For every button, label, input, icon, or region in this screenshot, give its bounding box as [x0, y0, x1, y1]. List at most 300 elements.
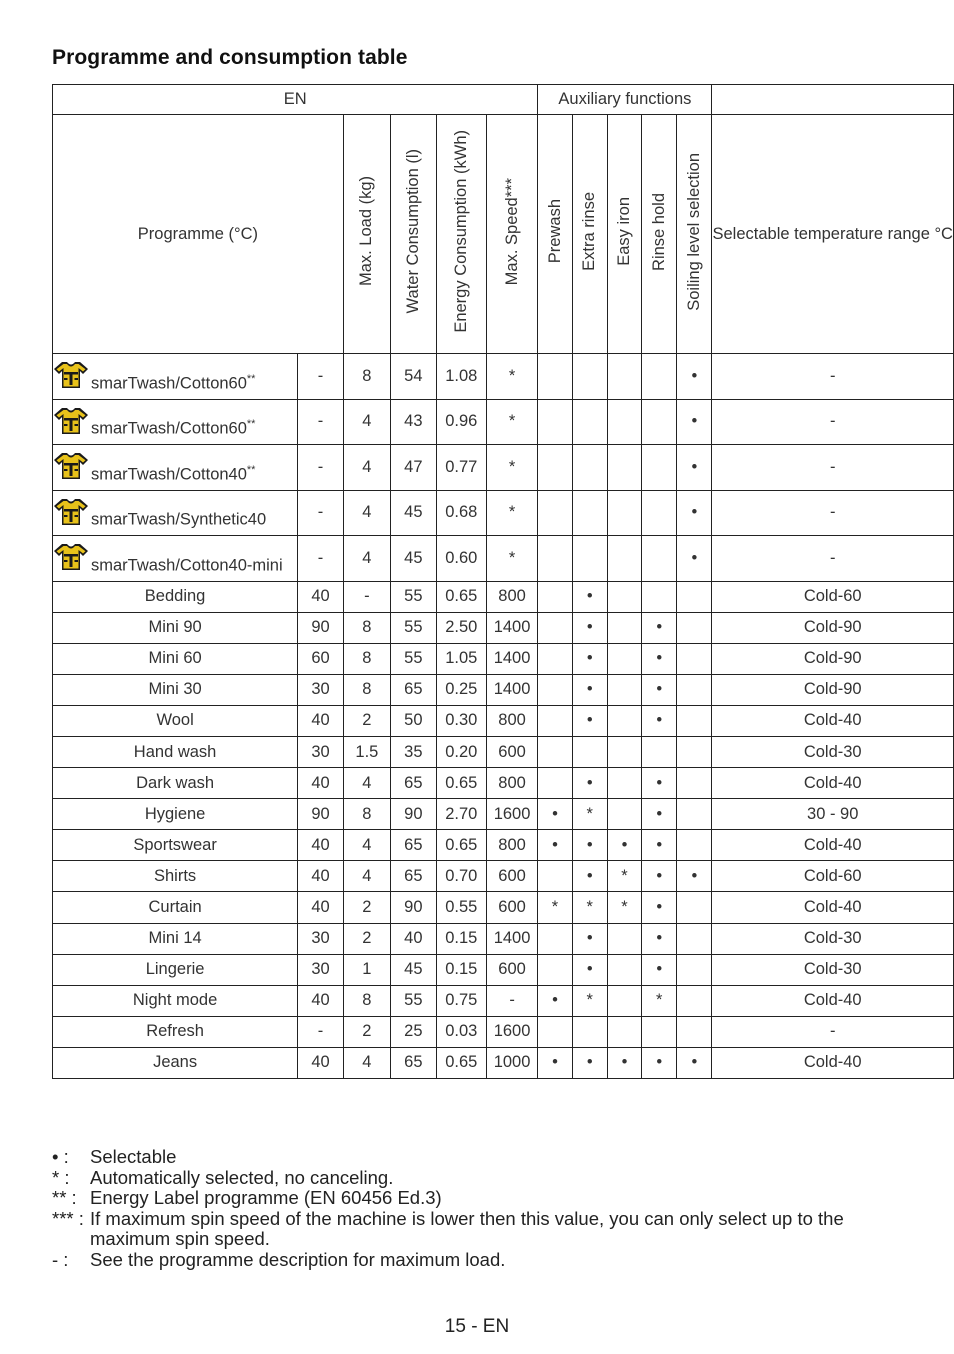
cell-extra-rinse: • — [572, 674, 607, 705]
shirt-icon — [53, 407, 89, 435]
cell-temp-range: - — [712, 536, 954, 582]
legend-symbol: *** : — [52, 1207, 84, 1229]
cell-max-load: 4 — [343, 445, 390, 491]
legend-text: Selectable — [90, 1146, 177, 1167]
cell-rinse-hold — [642, 536, 677, 582]
cell-temp: - — [298, 536, 344, 582]
programme-name: Hand wash — [53, 736, 298, 767]
page-title: Programme and consumption table — [52, 46, 408, 69]
cell-energy: 0.77 — [436, 445, 486, 491]
cell-temp: - — [298, 399, 344, 445]
cell-max-load: 2 — [343, 1016, 390, 1047]
cell-prewash — [538, 736, 572, 767]
cell-extra-rinse: • — [572, 830, 607, 861]
cell-soiling-level — [677, 954, 712, 985]
programme-table — [52, 84, 954, 1079]
cell-easy-iron — [607, 799, 641, 830]
cell-energy: 1.08 — [436, 354, 486, 400]
smart-row — [53, 490, 954, 536]
cell-max-load: 8 — [343, 985, 390, 1016]
cell-max-load: 1 — [343, 954, 390, 985]
table-row — [53, 861, 954, 892]
cell-extra-rinse: • — [572, 643, 607, 674]
cell-max-load: 4 — [343, 1047, 390, 1078]
cell-water: 40 — [390, 923, 436, 954]
cell-prewash — [538, 445, 572, 491]
table-row — [53, 985, 954, 1016]
cell-max-load: 8 — [343, 643, 390, 674]
cell-prewash — [538, 399, 572, 445]
cell-extra-rinse: • — [572, 768, 607, 799]
cell-energy: 0.65 — [436, 830, 486, 861]
programme-name — [91, 373, 255, 394]
programme-name: Dark wash — [53, 768, 298, 799]
programme-name-suffix: ** — [246, 372, 256, 385]
cell-extra-rinse: * — [572, 985, 607, 1016]
cell-max-load: 2 — [343, 705, 390, 736]
programme-name-cell — [53, 354, 298, 400]
cell-soiling-level: • — [677, 399, 712, 445]
cell-soiling-level — [677, 736, 712, 767]
cell-soiling-level — [677, 799, 712, 830]
cell-soiling-level: • — [677, 536, 712, 582]
cell-easy-iron — [607, 736, 641, 767]
programme-name — [91, 418, 255, 439]
cell-max-load: 4 — [343, 399, 390, 445]
cell-energy: 0.96 — [436, 399, 486, 445]
programme-name: Night mode — [53, 985, 298, 1016]
cell-water: 65 — [390, 674, 436, 705]
cell-temp-range: Cold-40 — [712, 705, 954, 736]
legend-text: If maximum spin speed of the machine is lower then this value, you can only select up to the maximum spin speed. — [90, 1207, 844, 1249]
cell-rinse-hold — [642, 354, 677, 400]
cell-temp-range: Cold-30 — [712, 954, 954, 985]
legend-item — [52, 1147, 892, 1168]
cell-max-speed: * — [486, 354, 538, 400]
cell-easy-iron — [607, 768, 641, 799]
programme-name-suffix: ** — [246, 418, 256, 431]
cell-soiling-level: • — [677, 1047, 712, 1078]
cell-max-speed: 800 — [486, 830, 538, 861]
cell-extra-rinse — [572, 1016, 607, 1047]
cell-soiling-level — [677, 581, 712, 612]
cell-energy: 0.75 — [436, 985, 486, 1016]
empty-header-cell — [712, 85, 954, 115]
cell-max-speed: 600 — [486, 892, 538, 923]
cell-temp: 40 — [298, 892, 344, 923]
cell-prewash — [538, 536, 572, 582]
cell-easy-iron — [607, 674, 641, 705]
programme-name: Lingerie — [53, 954, 298, 985]
col-header-energy — [436, 115, 486, 354]
cell-soiling-level — [677, 768, 712, 799]
cell-rinse-hold — [642, 1016, 677, 1047]
programme-name-cell — [53, 399, 298, 445]
col-header-max-load — [343, 115, 390, 354]
col-header-label: Max. Load (kg) — [357, 176, 376, 287]
cell-soiling-level — [677, 923, 712, 954]
legend-text: See the programme description for maximum load. — [90, 1248, 506, 1270]
cell-prewash — [538, 643, 572, 674]
cell-max-speed: 800 — [486, 705, 538, 736]
cell-energy: 0.65 — [436, 1047, 486, 1078]
cell-max-speed: 800 — [486, 581, 538, 612]
programme-name — [91, 509, 266, 530]
cell-temp-range: Cold-60 — [712, 861, 954, 892]
col-header-label: Max. Speed*** — [502, 177, 521, 286]
cell-energy: 0.65 — [436, 768, 486, 799]
cell-max-load: 1.5 — [343, 736, 390, 767]
col-header-label: Water Consumption (l) — [403, 149, 422, 314]
cell-energy: 1.05 — [436, 643, 486, 674]
cell-max-speed: 1400 — [486, 643, 538, 674]
cell-temp: 40 — [298, 861, 344, 892]
cell-max-speed: 1400 — [486, 923, 538, 954]
table-row — [53, 923, 954, 954]
legend-text: Energy Label programme (EN 60456 Ed.3) — [90, 1187, 442, 1208]
col-header-max-speed — [486, 115, 538, 354]
cell-max-speed: 600 — [486, 954, 538, 985]
programme-name-text: smarTwash/Synthetic40 — [91, 510, 267, 529]
cell-energy: 0.03 — [436, 1016, 486, 1047]
cell-soiling-level: • — [677, 490, 712, 536]
cell-energy: 0.65 — [436, 581, 486, 612]
cell-prewash — [538, 861, 572, 892]
cell-rinse-hold: • — [642, 954, 677, 985]
cell-prewash — [538, 768, 572, 799]
cell-easy-iron: • — [607, 1047, 641, 1078]
header-row-top — [53, 85, 954, 115]
cell-prewash: • — [538, 830, 572, 861]
cell-max-load: 4 — [343, 830, 390, 861]
cell-easy-iron — [607, 354, 641, 400]
shirt-icon — [53, 361, 89, 389]
cell-extra-rinse: * — [572, 799, 607, 830]
cell-rinse-hold: • — [642, 923, 677, 954]
cell-rinse-hold — [642, 490, 677, 536]
auxiliary-functions-header: Auxiliary functions — [538, 85, 712, 115]
cell-prewash — [538, 1016, 572, 1047]
cell-water: 45 — [390, 954, 436, 985]
cell-max-speed: * — [486, 399, 538, 445]
cell-extra-rinse — [572, 736, 607, 767]
cell-extra-rinse — [572, 354, 607, 400]
cell-soiling-level — [677, 892, 712, 923]
cell-energy: 0.70 — [436, 861, 486, 892]
cell-easy-iron: • — [607, 830, 641, 861]
cell-max-speed: - — [486, 985, 538, 1016]
cell-soiling-level: • — [677, 354, 712, 400]
cell-temp-range: Cold-30 — [712, 736, 954, 767]
table-row — [53, 954, 954, 985]
smart-row — [53, 354, 954, 400]
programme-name: Shirts — [53, 861, 298, 892]
cell-temp: - — [298, 354, 344, 400]
col-header-easy-iron — [607, 115, 641, 354]
cell-easy-iron — [607, 923, 641, 954]
cell-max-load: 4 — [343, 768, 390, 799]
cell-prewash: • — [538, 1047, 572, 1078]
cell-temp: 40 — [298, 705, 344, 736]
col-header-water — [390, 115, 436, 354]
cell-max-load: 4 — [343, 861, 390, 892]
col-header-temp-range: Selectable temperature range °C — [712, 115, 954, 354]
cell-extra-rinse: • — [572, 861, 607, 892]
cell-rinse-hold: • — [642, 768, 677, 799]
cell-temp-range: - — [712, 354, 954, 400]
table-row — [53, 674, 954, 705]
cell-extra-rinse — [572, 490, 607, 536]
cell-water: 45 — [390, 490, 436, 536]
cell-temp-range: - — [712, 445, 954, 491]
cell-easy-iron: * — [607, 892, 641, 923]
col-header-label: Prewash — [545, 199, 564, 264]
table-row — [53, 612, 954, 643]
cell-temp-range: Cold-30 — [712, 923, 954, 954]
programme-header-label: Programme (°C) — [137, 224, 259, 243]
cell-water: 55 — [390, 985, 436, 1016]
shirt-icon — [53, 452, 89, 480]
cell-temp: 40 — [298, 581, 344, 612]
cell-max-speed: 800 — [486, 768, 538, 799]
cell-max-load: 8 — [343, 612, 390, 643]
table-row — [53, 705, 954, 736]
cell-extra-rinse: • — [572, 954, 607, 985]
legend-symbol: ** : — [52, 1187, 77, 1208]
cell-max-speed: 600 — [486, 736, 538, 767]
cell-water: 54 — [390, 354, 436, 400]
cell-rinse-hold: • — [642, 1047, 677, 1078]
cell-max-load: 4 — [343, 490, 390, 536]
cell-rinse-hold: • — [642, 674, 677, 705]
cell-temp-range: Cold-90 — [712, 643, 954, 674]
cell-temp-range: Cold-40 — [712, 1047, 954, 1078]
cell-temp: 60 — [298, 643, 344, 674]
col-header-prewash — [538, 115, 572, 354]
smart-row — [53, 445, 954, 491]
cell-easy-iron — [607, 399, 641, 445]
shirt-icon — [53, 498, 89, 526]
cell-temp-range: Cold-90 — [712, 612, 954, 643]
cell-water: 65 — [390, 830, 436, 861]
table-row — [53, 799, 954, 830]
cell-temp-range: Cold-40 — [712, 768, 954, 799]
cell-easy-iron — [607, 643, 641, 674]
cell-rinse-hold — [642, 581, 677, 612]
programme-name: Curtain — [53, 892, 298, 923]
cell-max-speed: * — [486, 536, 538, 582]
cell-extra-rinse — [572, 399, 607, 445]
cell-rinse-hold: • — [642, 892, 677, 923]
legend — [52, 1147, 892, 1270]
cell-prewash — [538, 954, 572, 985]
cell-temp-range: Cold-40 — [712, 985, 954, 1016]
col-header-label: Energy Consumption (kWh) — [451, 130, 470, 333]
cell-energy: 0.15 — [436, 923, 486, 954]
programme-name-cell — [53, 536, 298, 582]
cell-soiling-level: • — [677, 445, 712, 491]
cell-energy: 0.68 — [436, 490, 486, 536]
table-row — [53, 736, 954, 767]
programme-name: Mini 60 — [53, 643, 298, 674]
cell-temp: 90 — [298, 612, 344, 643]
programme-name — [91, 555, 283, 576]
programme-name-text: smarTwash/Cotton60 — [91, 374, 247, 393]
cell-temp-range: - — [712, 399, 954, 445]
col-header-label: Easy iron — [614, 197, 633, 266]
programme-name: Refresh — [53, 1016, 298, 1047]
cell-prewash: • — [538, 799, 572, 830]
cell-temp: - — [298, 490, 344, 536]
programme-name: Sportswear — [53, 830, 298, 861]
legend-item — [52, 1250, 892, 1271]
cell-soiling-level — [677, 643, 712, 674]
cell-water: 90 — [390, 799, 436, 830]
cell-water: 65 — [390, 1047, 436, 1078]
cell-prewash — [538, 612, 572, 643]
programme-name-cell — [53, 445, 298, 491]
cell-easy-iron — [607, 445, 641, 491]
cell-water: 25 — [390, 1016, 436, 1047]
legend-symbol: • : — [52, 1146, 69, 1167]
cell-max-speed: 1400 — [486, 674, 538, 705]
cell-water: 50 — [390, 705, 436, 736]
cell-extra-rinse: • — [572, 705, 607, 736]
cell-soiling-level — [677, 1016, 712, 1047]
cell-prewash: • — [538, 985, 572, 1016]
cell-temp: 30 — [298, 923, 344, 954]
cell-extra-rinse: • — [572, 923, 607, 954]
cell-easy-iron — [607, 490, 641, 536]
cell-soiling-level — [677, 985, 712, 1016]
cell-max-load: 8 — [343, 674, 390, 705]
programme-name — [91, 464, 255, 485]
cell-soiling-level — [677, 612, 712, 643]
cell-temp-range: Cold-40 — [712, 830, 954, 861]
cell-rinse-hold: • — [642, 799, 677, 830]
cell-rinse-hold — [642, 399, 677, 445]
col-header-soiling-level — [677, 115, 712, 354]
programme-name-text: smarTwash/Cotton40 — [91, 465, 247, 484]
header-row-columns — [53, 115, 954, 354]
cell-rinse-hold: • — [642, 612, 677, 643]
programme-name-text: smarTwash/Cotton60 — [91, 419, 247, 438]
cell-temp: 30 — [298, 954, 344, 985]
cell-extra-rinse: • — [572, 612, 607, 643]
cell-temp-range: Cold-90 — [712, 674, 954, 705]
cell-soiling-level — [677, 830, 712, 861]
cell-rinse-hold: • — [642, 830, 677, 861]
cell-energy: 0.60 — [436, 536, 486, 582]
cell-water: 43 — [390, 399, 436, 445]
cell-max-speed: 1000 — [486, 1047, 538, 1078]
cell-energy: 0.25 — [436, 674, 486, 705]
cell-extra-rinse — [572, 445, 607, 491]
cell-water: 55 — [390, 612, 436, 643]
cell-extra-rinse: • — [572, 1047, 607, 1078]
cell-rinse-hold — [642, 445, 677, 491]
table-row — [53, 768, 954, 799]
cell-max-load: 4 — [343, 536, 390, 582]
cell-water: 55 — [390, 643, 436, 674]
cell-temp: 30 — [298, 736, 344, 767]
cell-temp: 40 — [298, 830, 344, 861]
cell-energy: 2.50 — [436, 612, 486, 643]
smart-row — [53, 536, 954, 582]
cell-easy-iron — [607, 705, 641, 736]
cell-water: 35 — [390, 736, 436, 767]
programme-name: Bedding — [53, 581, 298, 612]
col-header-rinse-hold — [642, 115, 677, 354]
cell-max-speed: 600 — [486, 861, 538, 892]
cell-energy: 0.15 — [436, 954, 486, 985]
legend-item — [52, 1168, 892, 1189]
cell-temp-range: - — [712, 490, 954, 536]
legend-item — [52, 1188, 892, 1209]
cell-temp: 40 — [298, 1047, 344, 1078]
cell-energy: 0.30 — [436, 705, 486, 736]
cell-easy-iron — [607, 581, 641, 612]
cell-rinse-hold: • — [642, 861, 677, 892]
cell-energy: 2.70 — [436, 799, 486, 830]
programme-name: Jeans — [53, 1047, 298, 1078]
page-number: 15 - EN — [444, 1316, 510, 1337]
cell-temp: 30 — [298, 674, 344, 705]
cell-temp-range: Cold-40 — [712, 892, 954, 923]
cell-max-speed: 1400 — [486, 612, 538, 643]
cell-easy-iron — [607, 536, 641, 582]
cell-max-load: 2 — [343, 923, 390, 954]
cell-temp: - — [298, 445, 344, 491]
smart-row — [53, 399, 954, 445]
cell-easy-iron — [607, 1016, 641, 1047]
cell-prewash: * — [538, 892, 572, 923]
programme-name: Wool — [53, 705, 298, 736]
cell-prewash — [538, 923, 572, 954]
cell-max-load: 8 — [343, 354, 390, 400]
cell-temp-range: - — [712, 1016, 954, 1047]
programme-name: Mini 14 — [53, 923, 298, 954]
language-label: EN — [53, 85, 538, 115]
cell-easy-iron: * — [607, 861, 641, 892]
programme-name: Mini 90 — [53, 612, 298, 643]
cell-max-load: 2 — [343, 892, 390, 923]
cell-extra-rinse: • — [572, 581, 607, 612]
cell-max-speed: 1600 — [486, 799, 538, 830]
cell-temp: - — [298, 1016, 344, 1047]
col-header-label: Extra rinse — [580, 192, 599, 271]
cell-easy-iron — [607, 612, 641, 643]
cell-temp: 90 — [298, 799, 344, 830]
cell-prewash — [538, 705, 572, 736]
cell-max-load: 8 — [343, 799, 390, 830]
cell-rinse-hold: * — [642, 985, 677, 1016]
table-row — [53, 830, 954, 861]
table-row — [53, 1016, 954, 1047]
programme-name: Hygiene — [53, 799, 298, 830]
legend-text: Automatically selected, no canceling. — [90, 1166, 394, 1188]
cell-temp-range: 30 - 90 — [712, 799, 954, 830]
cell-water: 47 — [390, 445, 436, 491]
cell-extra-rinse — [572, 536, 607, 582]
cell-rinse-hold: • — [642, 643, 677, 674]
programme-header — [53, 115, 344, 354]
cell-soiling-level — [677, 674, 712, 705]
cell-water: 65 — [390, 861, 436, 892]
col-header-label: Rinse hold — [649, 192, 668, 271]
cell-temp: 40 — [298, 768, 344, 799]
cell-water: 45 — [390, 536, 436, 582]
